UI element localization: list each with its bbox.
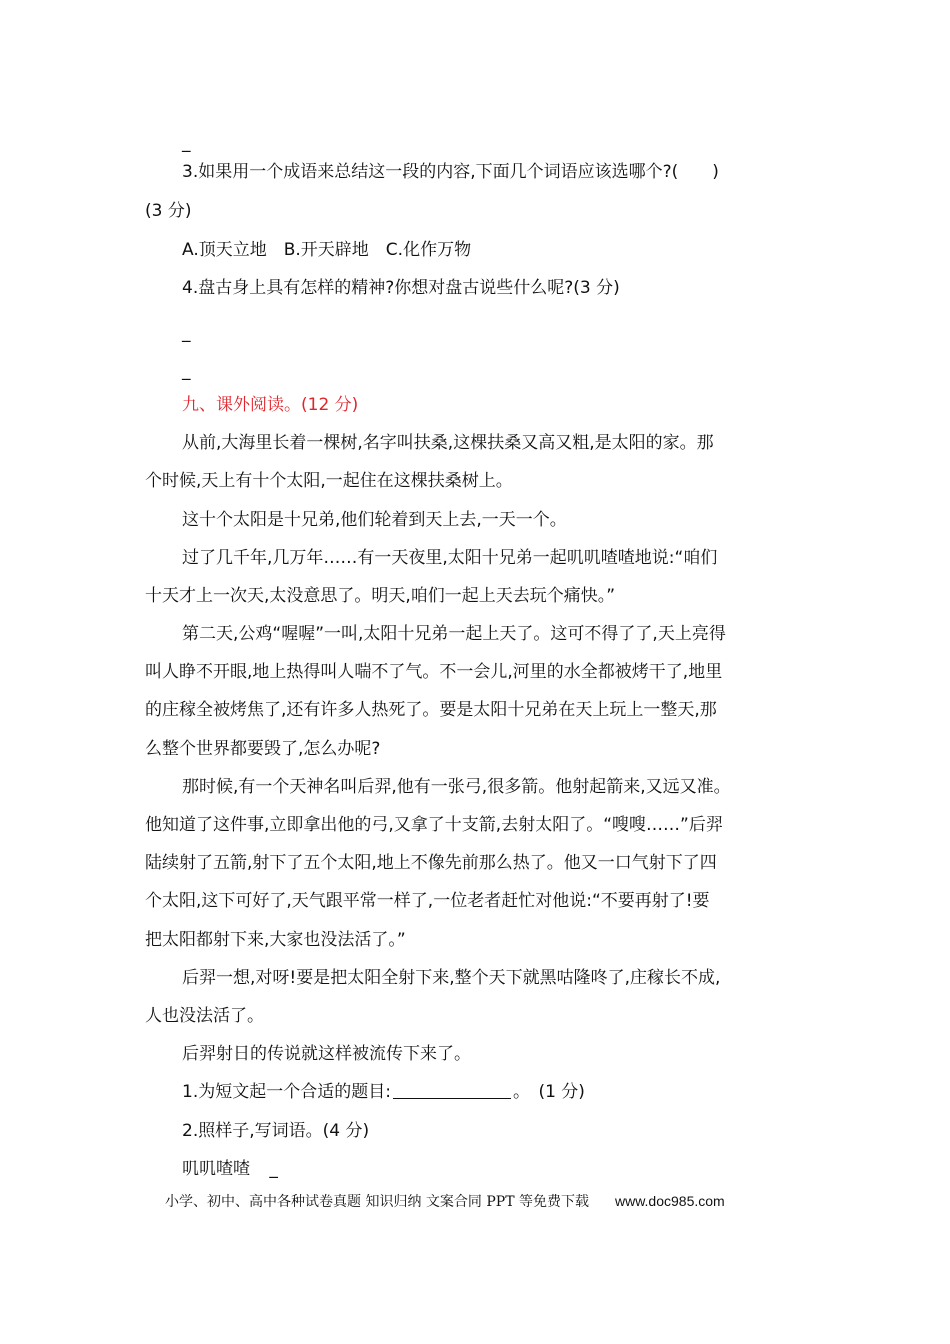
section-heading: 九、课外阅读。(12 分) <box>182 395 359 415</box>
footer-url[interactable]: www.doc985.com <box>614 1193 725 1209</box>
example-word-row <box>182 1157 810 1181</box>
passage-line: 陆续射了五箭,射下了五个太阳,地上不像先前那么热了。他又一口气射下了四 <box>145 853 717 873</box>
footer <box>165 1190 725 1213</box>
passage-line: 叫人睁不开眼,地上热得叫人喘不了气。不一会儿,河里的水全都被烤干了,地里 <box>145 662 723 682</box>
example-word: 叽叽喳喳 <box>182 1159 250 1179</box>
question-1-prefix: 1.为短文起一个合适的题目: <box>182 1082 391 1102</box>
passage-line: 第二天,公鸡“喔喔”一叫,太阳十兄弟一起上天了。这可不得了了,天上亮得 <box>182 624 726 644</box>
passage-line: 人也没法活了。 <box>145 1006 264 1026</box>
passage-line: 后羿射日的传说就这样被流传下来了。 <box>182 1044 471 1064</box>
question-4: 4.盘古身上具有怎样的精神?你想对盘古说些什么呢?(3 分) <box>182 278 620 298</box>
answer-blank: _ <box>182 133 191 153</box>
answer-blank: _ <box>269 1159 278 1179</box>
question-3-score: (3 分) <box>145 201 192 221</box>
passage-line: 么整个世界都要毁了,怎么办呢? <box>145 739 381 759</box>
passage-line: 个太阳,这下可好了,天气跟平常一样了,一位老者赶忙对他说:“不要再射了!要 <box>145 891 710 911</box>
answer-blank: _ <box>182 361 191 381</box>
footer-text: 小学、初中、高中各种试卷真题 知识归纳 文案合同 PPT 等免费下载 <box>165 1194 589 1210</box>
question-3-options: A.顶天立地 B.开天辟地 C.化作万物 <box>182 240 472 260</box>
passage-line: 他知道了这件事,立即拿出他的弓,又拿了十支箭,去射太阳了。“嗖嗖……”后羿 <box>145 815 723 835</box>
passage-line: 那时候,有一个天神名叫后羿,他有一张弓,很多箭。他射起箭来,又远又准。 <box>182 777 731 797</box>
passage-line: 的庄稼全被烤焦了,还有许多人热死了。要是太阳十兄弟在天上玩上一整天,那 <box>145 700 717 720</box>
title-answer-blank[interactable] <box>393 1080 511 1099</box>
passage-line: 后羿一想,对呀!要是把太阳全射下来,整个天下就黑咕隆咚了,庄稼长不成, <box>182 968 721 988</box>
passage-line: 从前,大海里长着一棵树,名字叫扶桑,这棵扶桑又高又粗,是太阳的家。那 <box>182 433 714 453</box>
question-3: 3.如果用一个成语来总结这一段的内容,下面几个词语应该选哪个?( ) <box>182 162 719 182</box>
question-1-suffix: 。 (1 分) <box>512 1082 585 1102</box>
passage-line: 过了几千年,几万年……有一天夜里,太阳十兄弟一起叽叽喳喳地说:“咱们 <box>182 548 718 568</box>
question-1 <box>182 1080 810 1104</box>
passage-line: 十天才上一次天,太没意思了。明天,咱们一起上天去玩个痛快。” <box>145 586 616 606</box>
answer-blank: _ <box>182 323 191 343</box>
passage-line: 个时候,天上有十个太阳,一起住在这棵扶桑树上。 <box>145 471 513 491</box>
question-2: 2.照样子,写词语。(4 分) <box>182 1121 370 1141</box>
passage-line: 这十个太阳是十兄弟,他们轮着到天上去,一天一个。 <box>182 510 567 530</box>
passage-line: 把太阳都射下来,大家也没法活了。” <box>145 930 406 950</box>
